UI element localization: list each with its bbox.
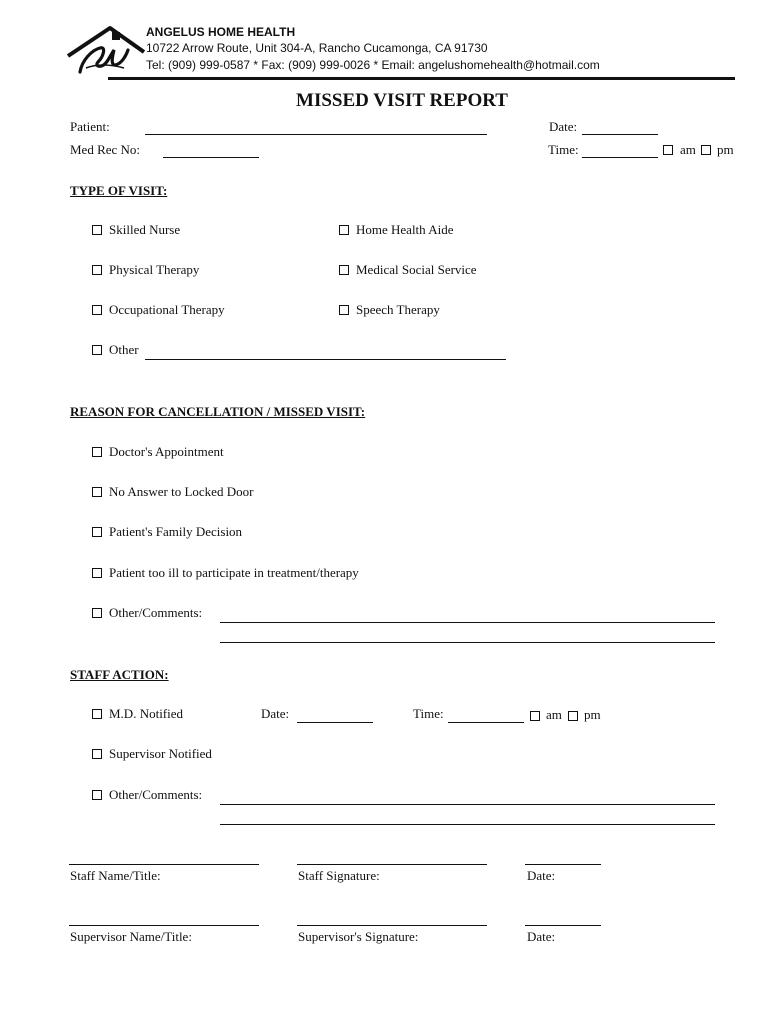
- md-pm-checkbox[interactable]: [568, 711, 578, 721]
- pm-checkbox[interactable]: [701, 145, 711, 155]
- staff-name-field[interactable]: [69, 864, 259, 865]
- other-visit-field[interactable]: [145, 359, 506, 360]
- supervisor-date-label: Date:: [527, 929, 556, 944]
- date-label: Date:: [549, 119, 578, 134]
- patient-field[interactable]: [145, 134, 487, 135]
- skilled-nurse-label: Skilled Nurse: [109, 222, 181, 237]
- staff-signature-field[interactable]: [297, 864, 487, 865]
- md-time-field[interactable]: [448, 722, 524, 723]
- staff-action-heading: STAFF ACTION:: [70, 667, 169, 682]
- family-decision-label: Patient's Family Decision: [109, 524, 243, 539]
- medical-social-service-checkbox[interactable]: [339, 265, 349, 275]
- supervisor-notified-checkbox[interactable]: [92, 749, 102, 759]
- patient-label: Patient:: [70, 119, 110, 134]
- time-field[interactable]: [582, 157, 658, 158]
- company-name: ANGELUS HOME HEALTH: [146, 25, 296, 39]
- home-health-aide-checkbox[interactable]: [339, 225, 349, 235]
- reason-other-checkbox[interactable]: [92, 608, 102, 618]
- staff-other-checkbox[interactable]: [92, 790, 102, 800]
- am-label: am: [680, 142, 696, 157]
- am-checkbox[interactable]: [663, 145, 673, 155]
- company-address: 10722 Arrow Route, Unit 304-A, Rancho Cucamonga, CA 91730: [146, 41, 488, 55]
- medical-social-service-label: Medical Social Service: [356, 262, 477, 277]
- doctors-appointment-label: Doctor's Appointment: [109, 444, 224, 459]
- md-time-label: Time:: [413, 706, 444, 721]
- md-notified-label: M.D. Notified: [109, 706, 184, 721]
- supervisor-name-field[interactable]: [69, 925, 259, 926]
- staff-other-label: Other/Comments:: [109, 787, 203, 802]
- md-date-field[interactable]: [297, 722, 373, 723]
- med-rec-label: Med Rec No:: [70, 142, 141, 157]
- patient-too-ill-label: Patient too ill to participate in treatment/therapy: [109, 565, 359, 580]
- md-am-checkbox[interactable]: [530, 711, 540, 721]
- time-label: Time:: [548, 142, 579, 157]
- md-am-label: am: [546, 707, 562, 722]
- patient-too-ill-checkbox[interactable]: [92, 568, 102, 578]
- company-contact: Tel: (909) 999-0587 * Fax: (909) 999-0026 * Email: angelushomehealth@hotmail.com: [146, 58, 600, 72]
- home-health-aide-label: Home Health Aide: [356, 222, 454, 237]
- occupational-therapy-checkbox[interactable]: [92, 305, 102, 315]
- staff-date-label: Date:: [527, 868, 556, 883]
- family-decision-checkbox[interactable]: [92, 527, 102, 537]
- reason-other-label: Other/Comments:: [109, 605, 203, 620]
- pm-label: pm: [717, 142, 734, 157]
- supervisor-name-label: Supervisor Name/Title:: [70, 929, 192, 944]
- no-answer-checkbox[interactable]: [92, 487, 102, 497]
- reason-comments-line-1[interactable]: [220, 622, 715, 623]
- physical-therapy-label: Physical Therapy: [109, 262, 200, 277]
- skilled-nurse-checkbox[interactable]: [92, 225, 102, 235]
- speech-therapy-label: Speech Therapy: [356, 302, 440, 317]
- supervisor-signature-label: Supervisor's Signature:: [298, 929, 419, 944]
- supervisor-notified-label: Supervisor Notified: [109, 746, 212, 761]
- supervisor-date-field[interactable]: [525, 925, 601, 926]
- speech-therapy-checkbox[interactable]: [339, 305, 349, 315]
- med-rec-field[interactable]: [163, 157, 259, 158]
- header-divider: [108, 77, 735, 80]
- page-title: MISSED VISIT REPORT: [296, 90, 508, 111]
- md-notified-checkbox[interactable]: [92, 709, 102, 719]
- staff-comments-line-1[interactable]: [220, 804, 715, 805]
- other-visit-checkbox[interactable]: [92, 345, 102, 355]
- reason-heading: REASON FOR CANCELLATION / MISSED VISIT:: [70, 404, 366, 419]
- other-visit-label: Other: [109, 342, 139, 357]
- staff-signature-label: Staff Signature:: [298, 868, 380, 883]
- supervisor-signature-field[interactable]: [297, 925, 487, 926]
- physical-therapy-checkbox[interactable]: [92, 265, 102, 275]
- type-of-visit-heading: TYPE OF VISIT:: [70, 183, 168, 198]
- md-pm-label: pm: [584, 707, 601, 722]
- staff-comments-line-2[interactable]: [220, 824, 715, 825]
- md-date-label: Date:: [261, 706, 290, 721]
- staff-date-field[interactable]: [525, 864, 601, 865]
- no-answer-label: No Answer to Locked Door: [109, 484, 254, 499]
- occupational-therapy-label: Occupational Therapy: [109, 302, 225, 317]
- staff-name-label: Staff Name/Title:: [70, 868, 161, 883]
- reason-comments-line-2[interactable]: [220, 642, 715, 643]
- date-field[interactable]: [582, 134, 658, 135]
- house-logo-icon: [66, 24, 146, 76]
- doctors-appointment-checkbox[interactable]: [92, 447, 102, 457]
